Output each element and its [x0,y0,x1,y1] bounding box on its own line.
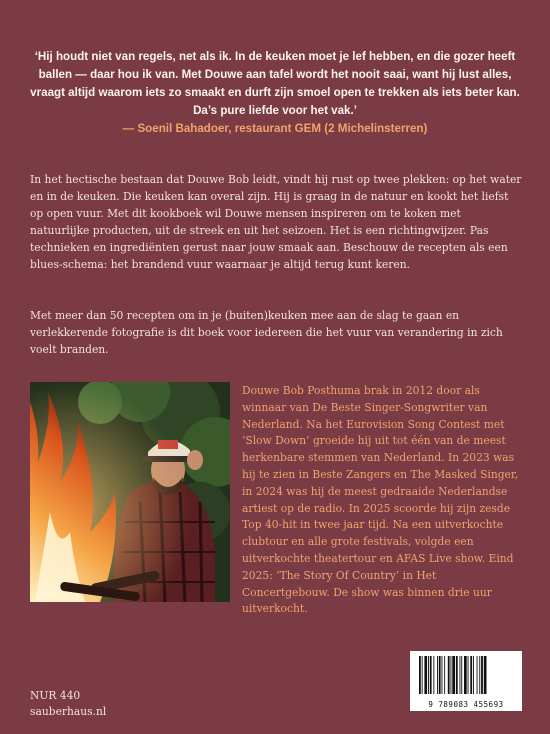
barcode-bar [456,656,458,694]
author-photo [30,382,230,602]
barcode-bar [433,656,434,694]
barcode-bar [461,656,462,694]
barcode-bar [479,656,480,694]
blurb-paragraph-2: Met meer dan 50 recepten om in je (buiten)keuken mee aan de slag te gaan en verlekkerende fotografie is dit boek voor iedereen die het vuur van verandering in zich voelt branden. [30,309,503,356]
isbn-barcode [410,651,522,711]
author-photo-illustration [30,382,230,602]
barcode-bar [468,656,469,694]
barcode-bar [422,656,423,694]
barcode-bar [444,656,445,694]
barcode-bar [473,656,474,694]
barcode-bar [464,656,467,694]
barcode-bar [448,656,450,694]
quote-text: ‘Hij houdt niet van regels, net als ik. In de keuken moet je lef hebben, en die gozer heeft ballen — daar hou ik van. Met Douwe aan tafel wordt het nooit saai, want hij lust alles, vraagt altijd waarom iets zo smaakt en durft zijn smoel open te trekken als iets beter kan. Da’s pure liefde voor het vak.’ [30,50,520,117]
barcode-bar [451,656,452,694]
barcode-bar [484,656,487,694]
publisher-website[interactable]: sauberhaus.nl [30,705,107,718]
barcode-bar [442,656,443,694]
quote-attribution: — Soenil Bahadoer, restaurant GEM (2 Michelinsterren) [122,122,428,135]
barcode-bar [477,656,478,694]
barcode-bar [430,656,432,694]
barcode-bar [439,656,441,694]
barcode-bar [437,656,438,694]
barcode-bar [460,656,461,694]
back-cover-quote [30,48,520,138]
barcode-bar [452,656,455,694]
barcode-bar [419,656,421,694]
blurb-paragraph-1: In het hectische bestaan dat Douwe Bob leidt, vindt hij rust op twee plekken: op het water en in de keuken. Die keuken kan overal zijn. Hij is graag in de natuur en kookt het liefst op open vuur. Met dit kookboek wil Douwe mensen inspireren om te koken met natuurlijke producten, uit de streek en uit het seizoen. Het is een richtingwijzer. Pas technieken en ingrediënten gerust naar jouw smaak aan. Beschouw de recepten als een blues-schema: het brandend vuur waarnaar je altijd terug kunt keren. [30,173,522,271]
footer-info [30,688,106,720]
barcode-bar [481,656,483,694]
author-bio: Douwe Bob Posthuma brak in 2012 door als winnaar van De Beste Singer-Songwriter van Nederland. Na het Eurovision Song Contest met ‘Slow Down’ groeide hij uit tot één van de meest herkenbare stemmen van Nederland. In 2023 was hij te zien in Beste Zangers en The Masked Singer, in 2024 was hij de meest gedraaide Nederlandse artiest op de radio. In 2025 scoorde hij zijn zesde Top 40-hit in twee jaar tijd. Na een uitverkochte clubtour en alle grote festivals, volgde een uitverkochte theatertour en AFAS Live show. Eind 2025: ‘The Story Of Country’ in Het Concertgebouw. De show was binnen drie uur uitverkocht. [242,384,519,616]
barcode-bars [410,651,522,699]
isbn-number: 9 789083 455693 [428,700,504,709]
barcode-bar [428,656,429,694]
barcode-bar [470,656,472,694]
nur-code: NUR 440 [30,689,81,702]
barcode-bar [424,656,427,694]
